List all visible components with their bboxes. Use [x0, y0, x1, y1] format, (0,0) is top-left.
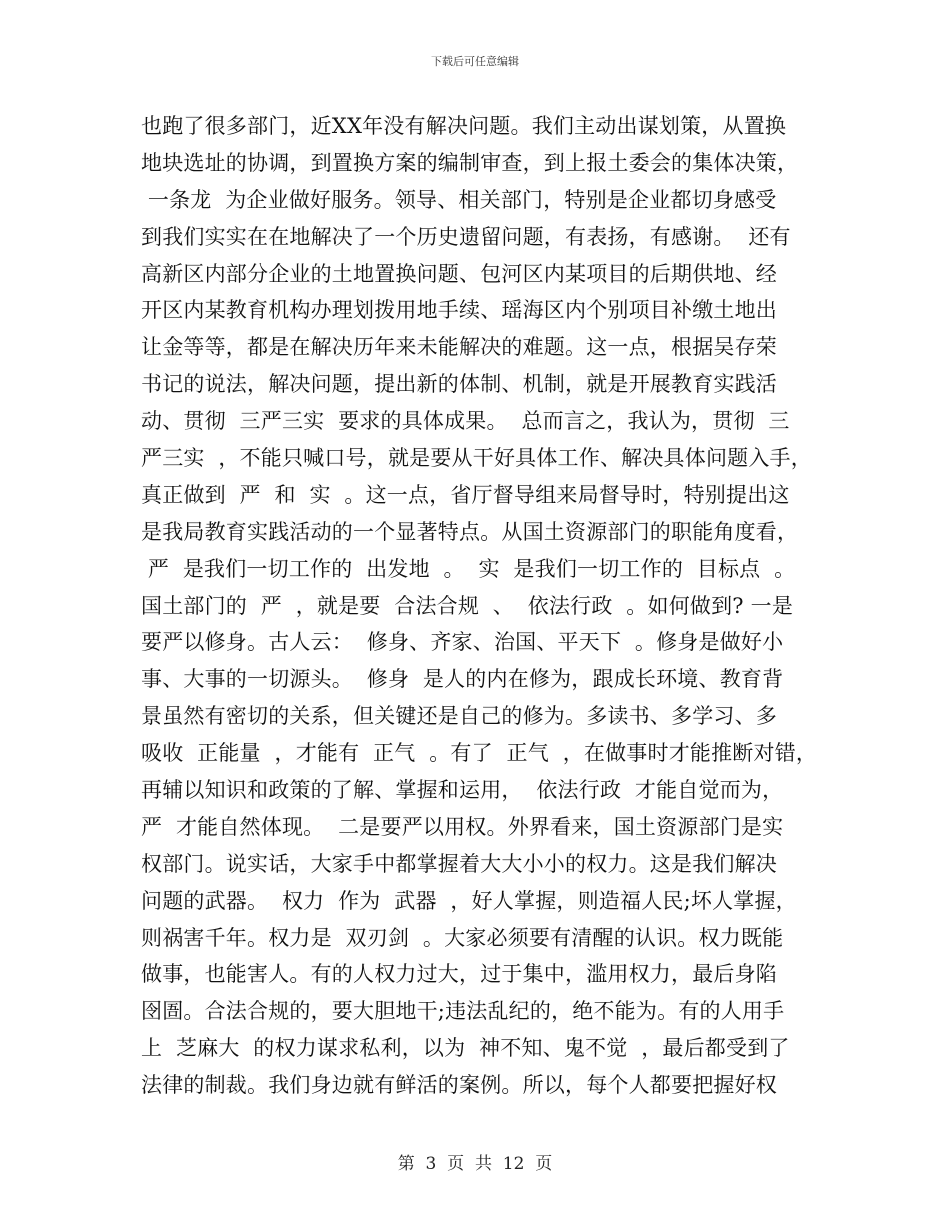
text-line: 则祸害千年。权力是 双刃剑 。大家必须要有清醒的认识。权力既能	[141, 925, 784, 950]
text-line: 书记的说法，解决问题，提出新的体制、机制，就是开展教育实践活	[141, 372, 777, 397]
document-body	[141, 108, 818, 1104]
text-line: 让金等等，都是在解决历年来未能解决的难题。这一点，根据吴存荣	[141, 335, 777, 360]
text-line: 严 是我们一切工作的 出发地 。 实 是我们一切工作的 目标点 。	[141, 556, 796, 581]
page-header: 下载后可任意编辑	[431, 55, 519, 68]
text-line: 严三实 ，不能只喊口号，就是要从干好具体工作、解决具体问题入手，	[141, 446, 812, 471]
text-line: 景虽然有密切的关系，但关键还是自己的修为。多读书、多学习、多	[141, 704, 777, 729]
text-line: 严 才能自然体现。 二是要严以用权。外界看来，国土资源部门是实	[141, 814, 784, 839]
text-line: 问题的武器。 权力 作为 武器 ，好人掌握，则造福人民;坏人掌握，	[141, 888, 797, 913]
text-line: 地块选址的协调，到置换方案的编制审查，到上报土委会的集体决策，	[141, 150, 799, 175]
text-line: 也跑了很多部门，近XX年没有解决问题。我们主动出谋划策，从置换	[141, 114, 787, 138]
text-line: 国土部门的 严 ，就是要 合法合规 、 依法行政 。如何做到? 一是	[141, 593, 794, 618]
text-line: 再辅以知识和政策的了解、掌握和运用， 依法行政 才能自觉而为，	[141, 778, 784, 803]
text-line: 真正做到 严 和 实 。这一点，省厅督导组来局督导时，特别提出这	[141, 482, 790, 507]
text-line: 做事，也能害人。有的人权力过大，过于集中，滥用权力，最后身陷	[141, 962, 777, 987]
text-line: 吸收 正能量 ，才能有 正气 。有了 正气 ，在做事时才能推断对错，	[141, 741, 818, 766]
text-line: 高新区内部分企业的土地置换问题、包河区内某项目的后期供地、经	[141, 261, 777, 286]
text-line: 权部门。说实话，大家手中都掌握着大大小小的权力。这是我们解决	[141, 851, 777, 876]
page-number-footer: 第 3 页 共 12 页	[397, 1154, 553, 1174]
text-line: 是我局教育实践活动的一个显著特点。从国土资源部门的职能角度看，	[141, 519, 799, 544]
text-line: 法律的制裁。我们身边就有鲜活的案例。所以，每个人都要把握好权	[141, 1073, 777, 1098]
text-line: 动、贯彻 三严三实 要求的具体成果。 总而言之，我认为，贯彻 三	[141, 409, 790, 434]
text-line: 要严以修身。古人云： 修身、齐家、治国、平天下 。修身是做好小	[141, 630, 784, 655]
text-line: 到我们实实在在地解决了一个历史遗留问题，有表扬，有感谢。 还有	[141, 224, 791, 249]
text-line: 囹圄。合法合规的，要大胆地干;违法乱纪的，绝不能为。有的人用手	[141, 999, 785, 1024]
text-line: 开区内某教育机构办理划拨用地手续、瑶海区内个别项目补缴土地出	[141, 298, 777, 323]
text-line: 一条龙 为企业做好服务。领导、相关部门，特别是企业都切身感受	[141, 187, 777, 212]
text-line: 事、大事的一切源头。 修身 是人的内在修为，跟成长环境、教育背	[141, 667, 784, 692]
text-line: 上 芝麻大 的权力谋求私利，以为 神不知、鬼不觉 ，最后都受到了	[141, 1036, 790, 1061]
